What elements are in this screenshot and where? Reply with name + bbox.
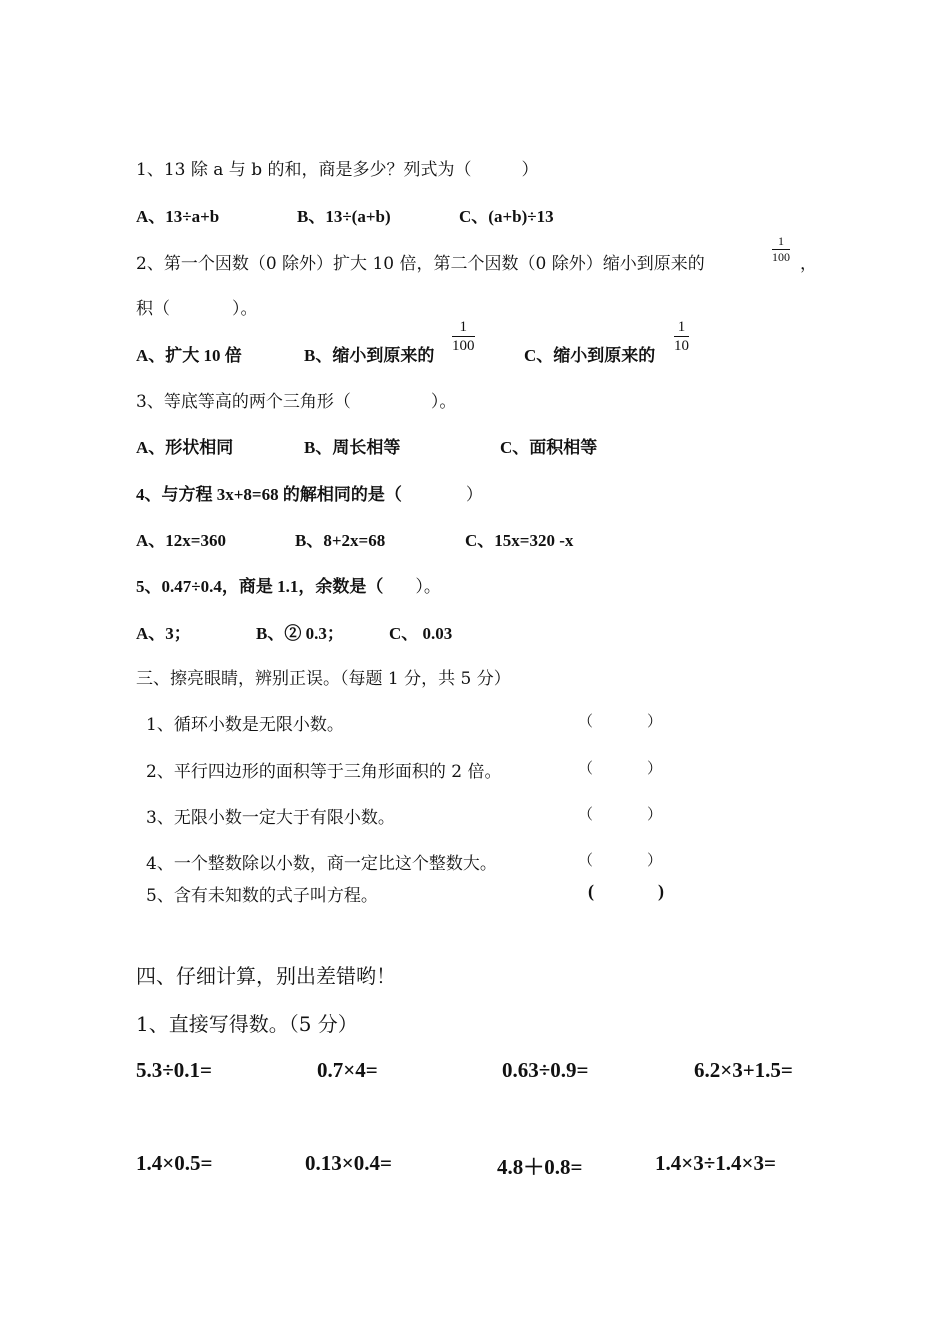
tf-item-3: 3、无限小数一定大于有限小数。 <box>146 808 395 828</box>
q1-option-a: A、13÷a+b <box>136 207 220 226</box>
tf-paren-5[interactable]: ( ) <box>588 881 664 901</box>
q1-option-b: B、13÷(a+b) <box>297 207 391 226</box>
q2-fraction <box>772 234 790 265</box>
q4-option-c: C、15x=320 -x <box>465 531 574 550</box>
q5-option-a: A、3； <box>136 624 191 643</box>
q2-option-b: B、缩小到原来的 <box>304 346 435 365</box>
q1-stem: 1、13 除 a 与 b 的和，商是多少？列式为（ ） <box>136 160 539 180</box>
q2-option-b-fraction <box>452 318 475 355</box>
q2-stem: 2、第一个因数（0 除外）扩大 10 倍，第二个因数（0 除外）缩小到原来的 <box>136 254 705 274</box>
q2-option-c-fraction <box>674 318 689 355</box>
tf-paren-3[interactable]: （ ） <box>578 805 663 823</box>
section4-title: 四、仔细计算，别出差错哟！ <box>136 964 396 988</box>
q2-cont: 积（ ）。 <box>136 299 258 319</box>
tf-paren-4[interactable]: （ ） <box>578 851 663 869</box>
q2-c-den: 10 <box>674 338 689 354</box>
tf-paren-1[interactable]: （ ） <box>578 712 663 730</box>
calc-r2-3: 4.8＋0.8= <box>497 1155 583 1179</box>
q4-stem: 4、与方程 3x+8=68 的解相同的是（ ） <box>136 485 483 505</box>
q4-option-b: B、8+2x=68 <box>295 531 386 550</box>
tf-paren-2[interactable]: （ ） <box>578 759 663 777</box>
q2-option-c: C、缩小到原来的 <box>524 346 656 365</box>
q3-option-a: A、形状相同 <box>136 438 234 457</box>
q2-frac-num: 1 <box>772 234 790 250</box>
calc-r1-1: 5.3÷0.1= <box>136 1058 212 1082</box>
q2-option-a: A、扩大 10 倍 <box>136 346 242 365</box>
tf-item-2: 2、平行四边形的面积等于三角形面积的 2 倍。 <box>146 762 502 782</box>
q5-option-b: B、② 0.3； <box>256 624 344 643</box>
q2-comma: ， <box>800 254 817 274</box>
q3-option-b: B、周长相等 <box>304 438 401 457</box>
calc-r1-4: 6.2×3+1.5= <box>694 1058 793 1082</box>
q5-stem: 5、0.47÷0.4，商是 1.1，余数是（ ）。 <box>136 577 441 597</box>
q1-option-c: C、(a+b)÷13 <box>459 207 554 226</box>
calc-r2-4: 1.4×3÷1.4×3= <box>655 1151 776 1175</box>
section3-title: 三、擦亮眼睛，辨别正误。（每题 1 分，共 5 分） <box>136 669 511 689</box>
q3-option-c: C、面积相等 <box>500 438 598 457</box>
calc-r1-3: 0.63÷0.9= <box>502 1058 589 1082</box>
tf-item-5: 5、含有未知数的式子叫方程。 <box>146 886 378 906</box>
section4-sub1: 1、直接写得数。（5 分） <box>136 1012 358 1036</box>
q5-option-c: C、 0.03 <box>389 624 453 643</box>
tf-item-4: 4、一个整数除以小数，商一定比这个整数大。 <box>146 854 497 874</box>
calc-r1-2: 0.7×4= <box>317 1058 378 1082</box>
q2-frac-den: 100 <box>772 250 790 264</box>
calc-r2-2: 0.13×0.4= <box>305 1151 392 1175</box>
q2-b-den: 100 <box>452 338 475 354</box>
q3-stem: 3、等底等高的两个三角形（ ）。 <box>136 392 457 412</box>
calc-r2-1: 1.4×0.5= <box>136 1151 213 1175</box>
tf-item-1: 1、循环小数是无限小数。 <box>146 715 344 735</box>
q2-c-num: 1 <box>674 318 689 337</box>
q4-option-a: A、12x=360 <box>136 531 226 550</box>
q2-b-num: 1 <box>452 318 475 337</box>
